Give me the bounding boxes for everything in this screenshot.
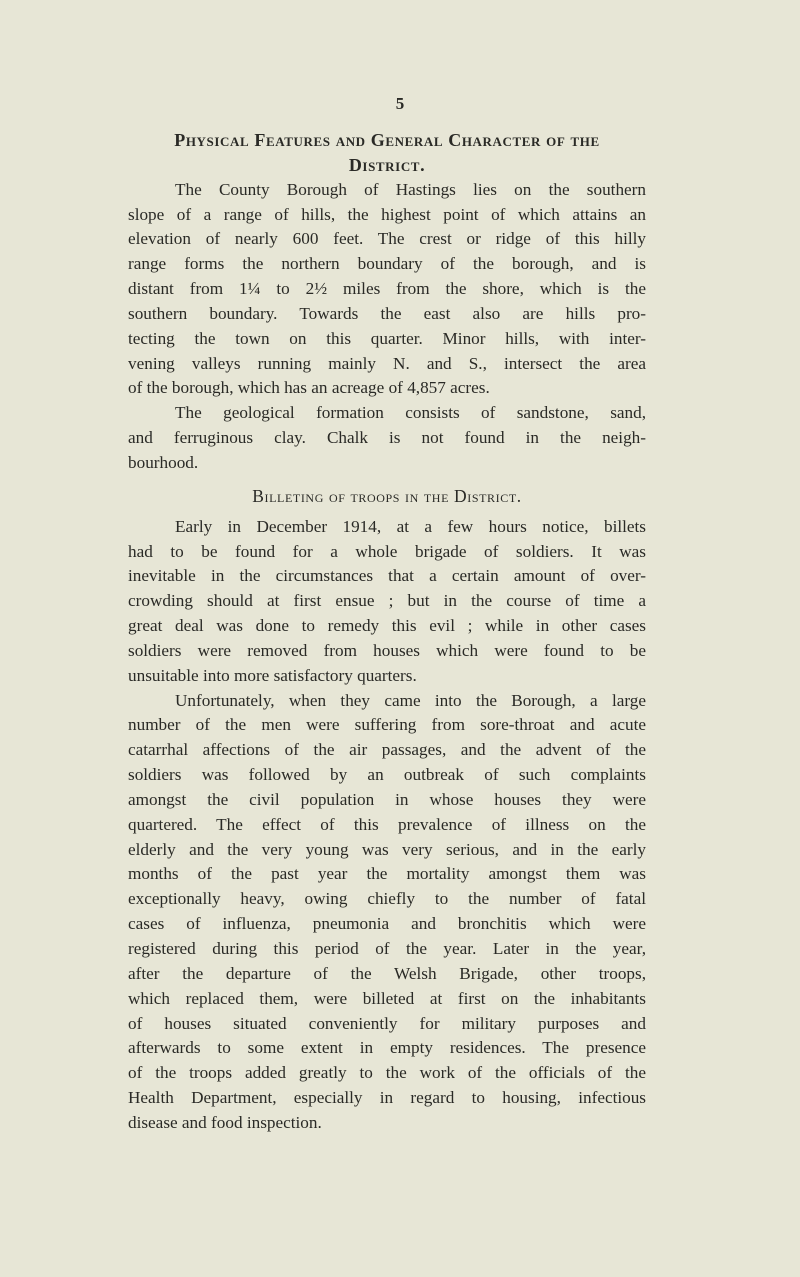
paragraph: [128, 689, 646, 1136]
text-line: crowding should at first ensue ; but in the course of time a: [128, 591, 646, 611]
text-line: soldiers were removed from houses which were found to be: [128, 640, 646, 660]
text-line: after the departure of the Welsh Brigade, other troops,: [128, 963, 646, 983]
text-line: disease and food inspection.: [128, 1112, 322, 1132]
text-line: had to be found for a whole brigade of soldiers. It was: [128, 541, 646, 561]
text-line: Health Department, especially in regard to housing, infectious: [128, 1088, 646, 1108]
section-heading: Billeting of troops in the District.: [252, 485, 522, 506]
text-line: bourhood.: [128, 452, 199, 472]
text-line: southern boundary. Towards the east also are hills pro-: [128, 303, 646, 323]
text-line: number of the men were suffering from sore-throat and acute: [128, 715, 646, 735]
page-number: 5: [395, 94, 405, 113]
text-line: distant from 1¼ to 2½ miles from the shore, which is the: [128, 279, 646, 299]
text-line: elderly and the very young was very serious, and in the early: [128, 839, 646, 859]
text-line: catarrhal affections of the air passages, and the advent of the: [128, 740, 646, 760]
document-body: [128, 128, 646, 1136]
text-line: range forms the northern boundary of the borough, and is: [128, 254, 646, 274]
text-line: soldiers was followed by an outbreak of such complaints: [128, 765, 646, 785]
text-line: Unfortunately, when they came into the Borough, a large: [175, 690, 646, 710]
text-line: inevitable in the circumstances that a certain amount of over-: [128, 566, 646, 586]
text-line: registered during this period of the year. Later in the year,: [128, 939, 646, 958]
text-line: of houses situated conveniently for military purposes and: [128, 1013, 646, 1033]
section-heading: District.: [348, 154, 426, 175]
text-line: and ferruginous clay. Chalk is not found in the neigh-: [128, 428, 646, 448]
text-line: quartered. The effect of this prevalence of illness on the: [128, 814, 646, 834]
text-line: slope of a range of hills, the highest point of which attains an: [128, 204, 646, 224]
text-line: afterwards to some extent in empty residences. The presence: [128, 1038, 646, 1058]
text-line: of the borough, which has an acreage of 4,857 acres.: [128, 378, 490, 398]
paragraph: [128, 401, 646, 476]
text-line: The County Borough of Hastings lies on the southern: [175, 179, 646, 199]
text-line: months of the past year the mortality amongst them was: [128, 864, 646, 884]
section-heading: Physical Features and General Character of the: [174, 130, 600, 150]
text-line: vening valleys running mainly N. and S., intersect the area: [128, 353, 646, 373]
paragraph: [128, 515, 646, 689]
text-line: elevation of nearly 600 feet. The crest or ridge of this hilly: [128, 229, 646, 249]
paragraph: [128, 178, 646, 402]
text-line: great deal was done to remedy this evil ; while in other cases: [128, 616, 646, 636]
text-line: unsuitable into more satisfactory quarters.: [128, 665, 417, 685]
text-line: amongst the civil population in whose houses they were: [128, 789, 646, 809]
text-line: The geological formation consists of sandstone, sand,: [175, 403, 646, 423]
text-line: of the troops added greatly to the work of the officials of the: [128, 1063, 646, 1083]
text-line: exceptionally heavy, owing chiefly to the number of fatal: [128, 889, 646, 909]
text-line: tecting the town on this quarter. Minor hills, with inter-: [128, 328, 646, 348]
text-line: cases of influenza, pneumonia and bronchitis which were: [128, 914, 646, 934]
text-line: Early in December 1914, at a few hours notice, billets: [175, 516, 646, 536]
text-line: which replaced them, were billeted at first on the inhabitants: [128, 988, 646, 1008]
